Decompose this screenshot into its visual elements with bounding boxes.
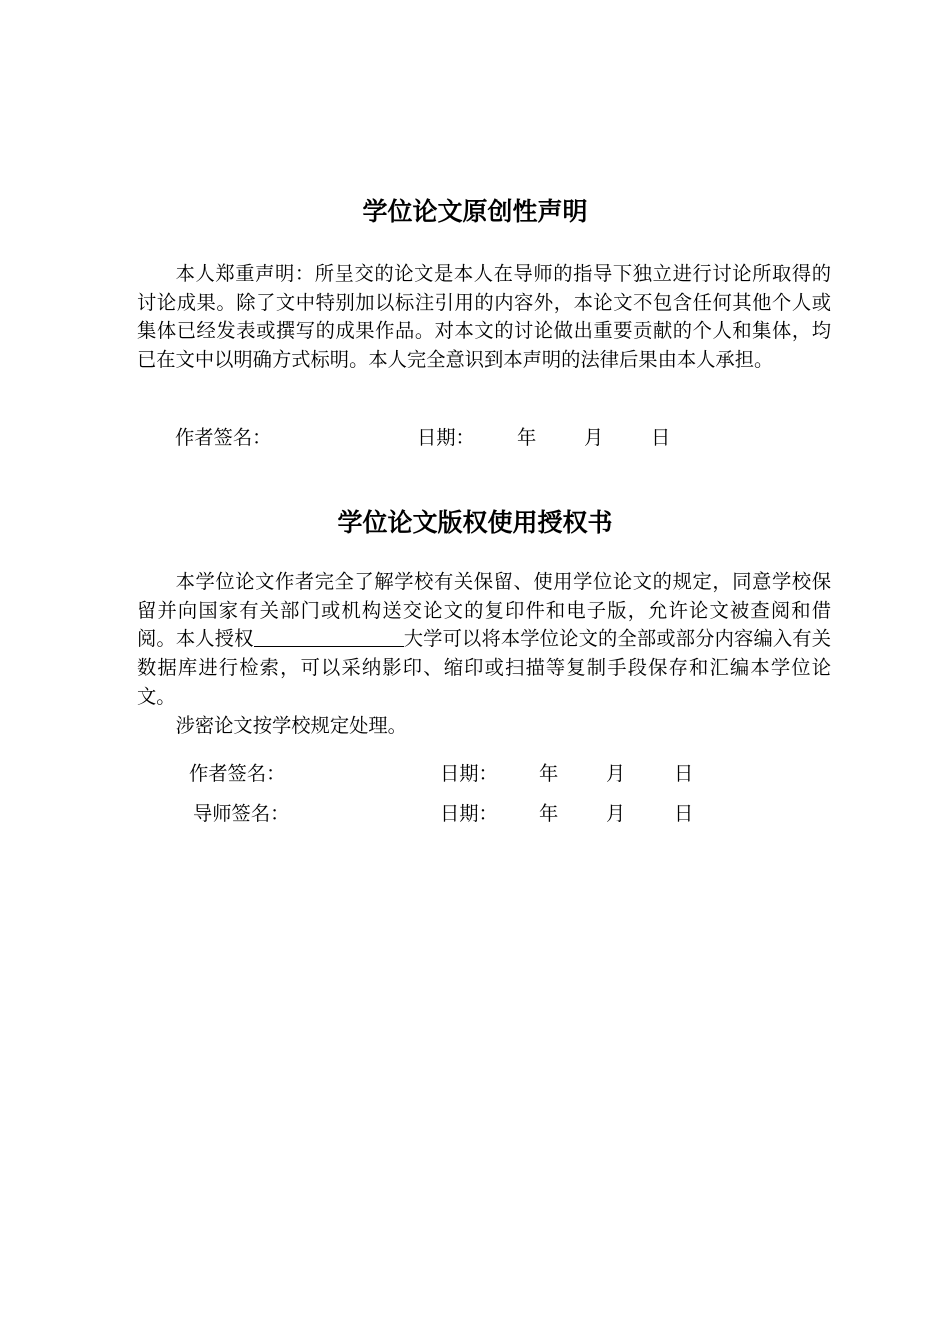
date-label: 日期： [417,426,475,449]
authorization-paragraph [137,568,831,712]
date-label: 日期： [440,762,498,785]
author-signature-label: 作者签名： [189,762,286,785]
author-signature-label: 作者签名： [175,426,272,449]
year-label: 年 [539,802,559,825]
date-label: 日期： [440,802,498,825]
month-label: 月 [584,426,604,449]
month-label: 月 [606,802,626,825]
authorization-title: 学位论文版权使用授权书 [337,508,613,537]
university-blank-field[interactable] [254,627,404,647]
supervisor-signature-label: 导师签名： [193,802,290,825]
declaration-paragraph: 本人郑重声明：所呈交的论文是本人在导师的指导下独立进行讨论所取得的讨论成果。除了文中特别加以标注引用的内容外，本论文不包含任何其他个人或集体已经发表或撰写的成果作品。对本文的讨论做出重要贡献的个人和集体，均已在文中以明确方式标明。本人完全意识到本声明的法律后果由本人承担。 [137,262,831,372]
year-label: 年 [539,762,559,785]
declaration-body [137,260,831,375]
authorization-text-before: 本学位论文作者完全了解学校有关保留、使用学位论文的规定，同意学校保留并向国家有关部门或机构送交论文的复印件和电子版，允许论文被查阅和借阅。本人授权 [137,570,831,651]
day-label: 日 [674,762,694,785]
authorization-body [137,568,831,740]
day-label: 日 [651,426,671,449]
authorization-text-after: 大学可以将本学位论文的全部或部分内容编入有关数据库进行检索，可以采纳影印、缩印或扫描等复制手段保存和汇编本学位论文。 [137,627,832,708]
day-label: 日 [674,802,694,825]
declaration-title: 学位论文原创性声明 [362,197,588,226]
secret-note: 涉密论文按学校规定处理。 [175,713,407,737]
month-label: 月 [606,762,626,785]
year-label: 年 [517,426,537,449]
